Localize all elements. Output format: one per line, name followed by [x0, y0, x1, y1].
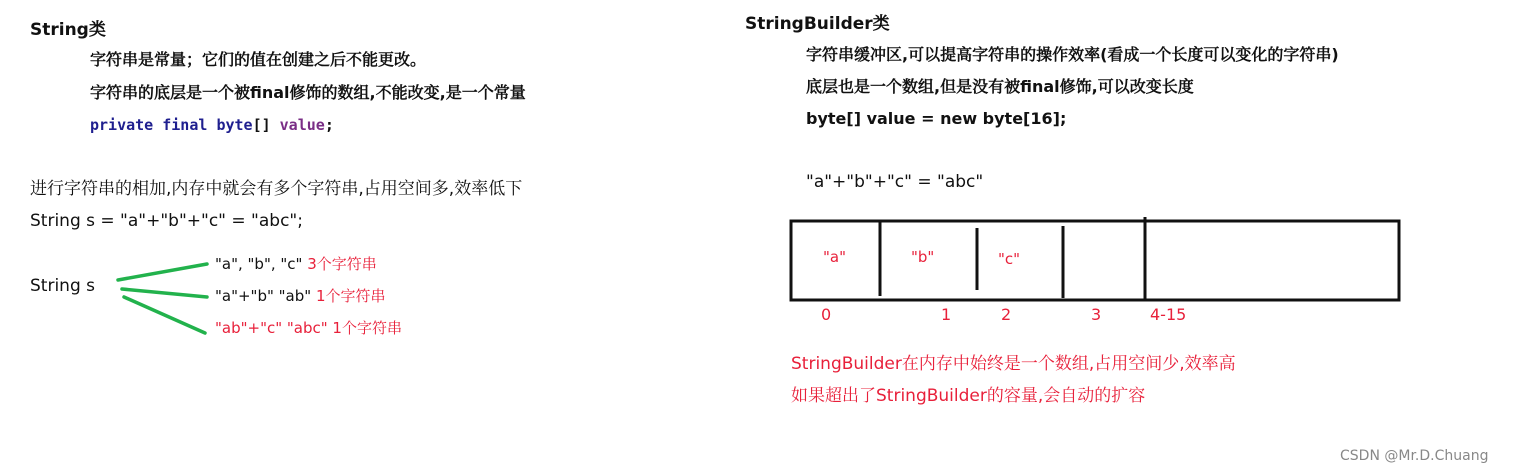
branch-2-count: 1个字符串	[315, 287, 386, 305]
branch-2-strings: "a"+"b" "ab"	[215, 287, 312, 305]
stringbuilder-desc-buffer: 字符串缓冲区,可以提高字符串的操作效率(看成一个长度可以变化的字符串)	[806, 45, 1339, 64]
string-concat-desc: 进行字符串的相加,内存中就会有多个字符串,占用空间多,效率低下	[30, 179, 523, 199]
array-cell-b: "b"	[911, 248, 935, 266]
array-index-0: 0	[821, 305, 832, 324]
code-identifier-value: value	[279, 116, 325, 134]
code-brackets: []	[252, 116, 271, 134]
string-var-label: String s	[30, 276, 95, 296]
branch-line-2	[122, 289, 207, 297]
branch-label-2	[215, 289, 386, 304]
array-index-4-15: 4-15	[1150, 305, 1187, 324]
array-cell-c: "c"	[998, 250, 1021, 268]
array-cell-a: "a"	[823, 248, 846, 266]
csdn-watermark: CSDN @Mr.D.Chuang	[1340, 448, 1489, 464]
stringbuilder-concat-expression: "a"+"b"+"c" = "abc"	[806, 172, 984, 192]
string-desc-final-array: 字符串的底层是一个被final修饰的数组,不能改变,是一个常量	[90, 83, 526, 102]
branch-label-3: "ab"+"c" "abc" 1个字符串	[215, 319, 402, 337]
code-semicolon: ;	[324, 116, 334, 134]
stringbuilder-desc-array: 底层也是一个数组,但是没有被final修饰,可以改变长度	[806, 77, 1194, 96]
array-box	[791, 221, 1399, 300]
stringbuilder-code-declaration: byte[] value = new byte[16];	[806, 109, 1067, 128]
code-keyword-private: private	[90, 116, 154, 134]
array-index-3: 3	[1091, 305, 1102, 324]
branch-label-1	[215, 257, 377, 272]
array-index-1: 1	[941, 305, 952, 324]
branch-1-count: 3个字符串	[307, 255, 377, 273]
string-desc-immutable: 字符串是常量；它们的值在创建之后不能更改。	[90, 50, 427, 69]
stringbuilder-note-expansion: 如果超出了StringBuilder的容量,会自动的扩容	[791, 386, 1146, 406]
branch-line-1	[118, 264, 207, 280]
stringbuilder-class-title: StringBuilder类	[745, 14, 890, 34]
branch-line-3	[124, 297, 205, 333]
array-index-2: 2	[1001, 305, 1012, 324]
string-concat-expression: String s = "a"+"b"+"c" = "abc";	[30, 211, 303, 231]
code-type-byte: byte	[216, 116, 253, 134]
stringbuilder-note-efficiency: StringBuilder在内存中始终是一个数组,占用空间少,效率高	[791, 354, 1236, 374]
branch-1-strings: "a", "b", "c"	[215, 255, 303, 273]
code-keyword-final: final	[162, 116, 208, 134]
string-class-title: String类	[30, 20, 106, 40]
